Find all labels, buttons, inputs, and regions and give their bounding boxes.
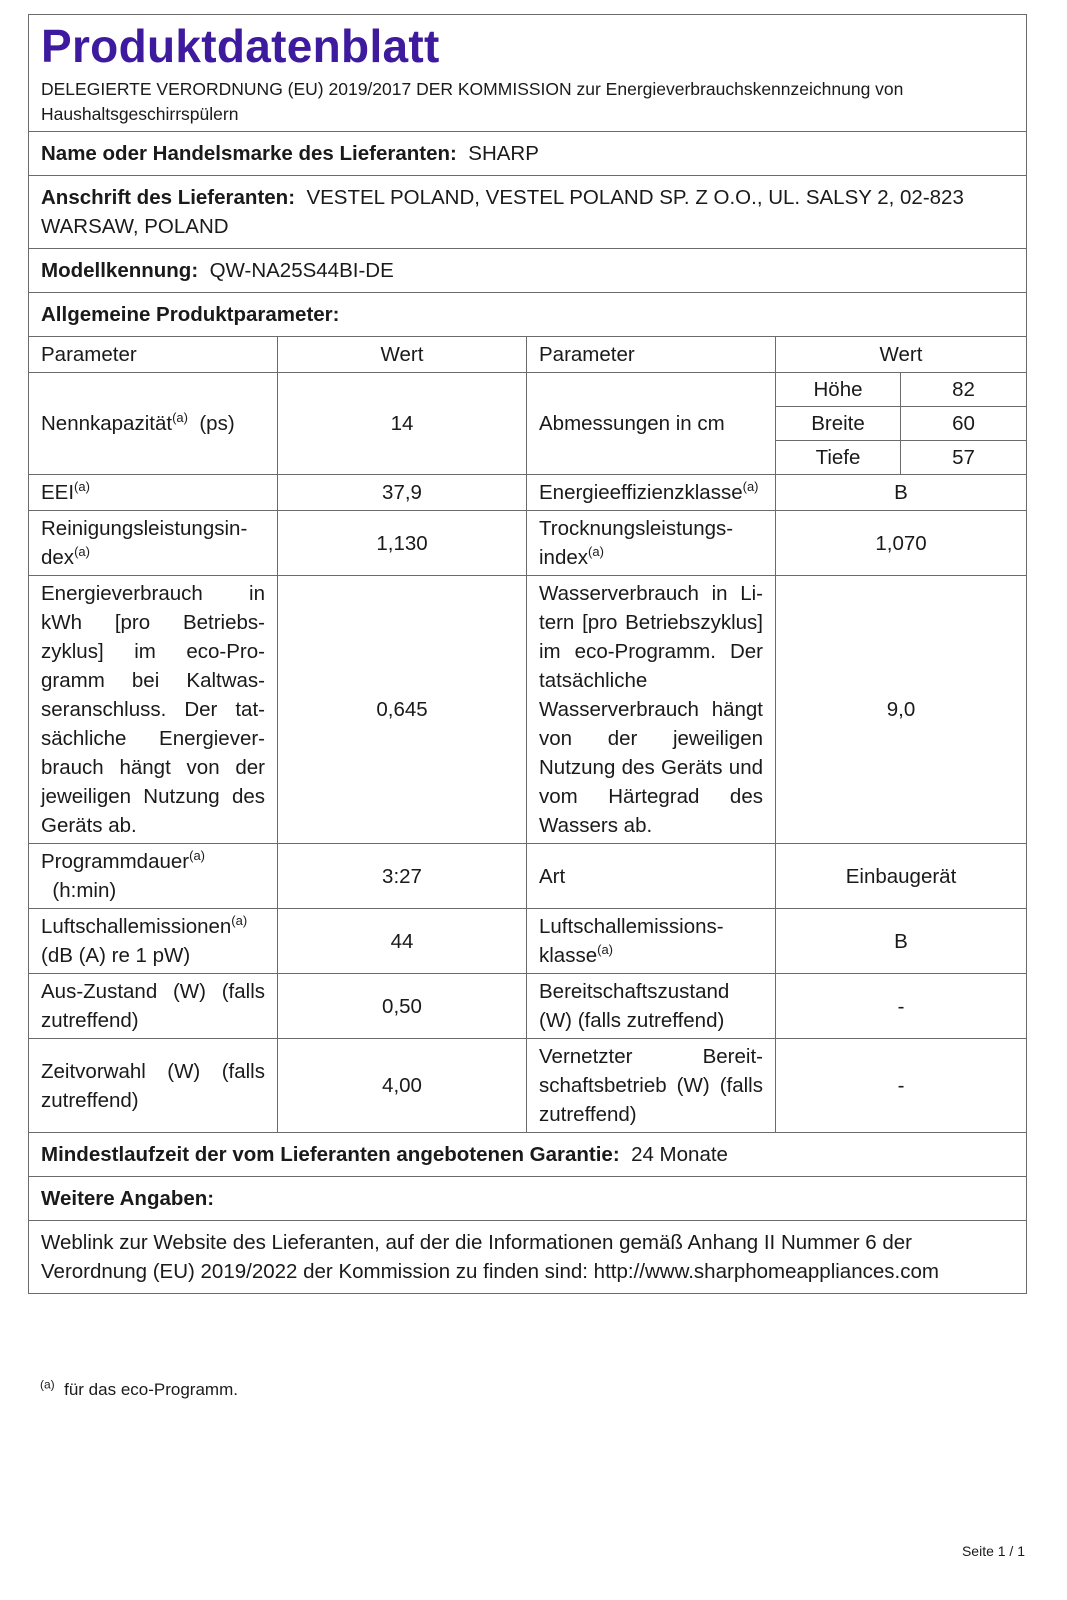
model-row [29, 249, 1027, 293]
delay-start-label: Zeitvorwahl (W) (falls zutreffend) [29, 1039, 278, 1133]
weblink-row [29, 1221, 1027, 1294]
cleaning-index-label: Reinigungsleistungsindex$^{(a)}$ [29, 511, 278, 576]
table-row [29, 1039, 1027, 1133]
supplier-address-label: Anschrift des Lieferanten: [41, 186, 296, 209]
table-row [29, 511, 1027, 576]
water-consumption-label: Wasserverbrauch in Litern [pro Betriebszyklus] im eco-Programm. Der tatsächliche Wasserverbrauch hängt von der jeweiligen Nutzung des Geräts und vom Härtegrad des Wassers ab. [527, 576, 776, 844]
supplier-name-label: Name oder Handelsmarke des Lieferanten: [41, 142, 457, 165]
table-row [29, 974, 1027, 1039]
noise-class-value: B [776, 909, 1027, 974]
eei-label: EEI$^{(a)}$ [29, 475, 278, 511]
product-data-sheet-table [28, 14, 1027, 1294]
additional-info-cell [29, 1177, 1027, 1221]
additional-info-label: Weitere Angaben: [41, 1187, 215, 1210]
width-value: 60 [901, 407, 1027, 441]
footnote-text: für das eco-Programm. [64, 1380, 238, 1399]
additional-info-row [29, 1177, 1027, 1221]
warranty-label: Mindestlaufzeit der vom Lieferanten angebotenen Garantie: [41, 1143, 620, 1166]
warranty-cell [29, 1133, 1027, 1177]
col-header-value-right: Wert [776, 337, 1027, 373]
networked-standby-label: Vernetzter Bereitschaftsbetrieb (W) (falls zutreffend) [527, 1039, 776, 1133]
table-row [29, 909, 1027, 974]
standby-value: - [776, 974, 1027, 1039]
dimensions-label: Abmessungen in cm [527, 373, 776, 475]
header-cell [29, 15, 1027, 132]
table-row [29, 373, 1027, 407]
depth-label: Tiefe [776, 441, 901, 475]
water-consumption-value: 9,0 [776, 576, 1027, 844]
supplier-name-cell [29, 132, 1027, 176]
warranty-row [29, 1133, 1027, 1177]
supplier-address-row [29, 176, 1027, 249]
header-row [29, 15, 1027, 132]
off-mode-value: 0,50 [278, 974, 527, 1039]
table-row [29, 475, 1027, 511]
page-number: Seite 1 / 1 [961, 1543, 1025, 1559]
height-value: 82 [901, 373, 1027, 407]
general-parameters-cell [29, 293, 1027, 337]
model-label: Modellkennung: [41, 259, 199, 282]
col-header-value-left: Wert [278, 337, 527, 373]
type-value: Einbaugerät [776, 844, 1027, 909]
type-label: Art [527, 844, 776, 909]
page-title: Produktdatenblatt [41, 20, 440, 72]
capacity-value: 14 [278, 373, 527, 475]
noise-value: 44 [278, 909, 527, 974]
eei-value: 37,9 [278, 475, 527, 511]
general-parameters-label: Allgemeine Produktparameter: [41, 303, 340, 326]
table-row [29, 576, 1027, 844]
program-duration-label: Programmdauer$^{(a)}$ (h:min) [29, 844, 278, 909]
regulation-text: DELEGIERTE VERORDNUNG (EU) 2019/2017 DER KOMMISSION zur Energieverbrauchskennzeichnung von Haushaltsgeschirrspülern [41, 79, 904, 124]
width-label: Breite [776, 407, 901, 441]
drying-index-value: 1,070 [776, 511, 1027, 576]
networked-standby-value: - [776, 1039, 1027, 1133]
delay-start-value: 4,00 [278, 1039, 527, 1133]
height-label: Höhe [776, 373, 901, 407]
drying-index-label: Trocknungsleistungsindex$^{(a)}$ [527, 511, 776, 576]
table-row [29, 844, 1027, 909]
energy-class-label: Energieeffizienzklasse$^{(a)}$ [527, 475, 776, 511]
warranty-value: 24 Monate [631, 1143, 728, 1166]
general-parameters-row [29, 293, 1027, 337]
weblink-text: Weblink zur Website des Lieferanten, auf der die Informationen gemäß Anhang II Nummer 6 der Verordnung (EU) 2019/2022 der Kommission zu finden sind: http://www.sharphomeappliances.com [29, 1221, 1027, 1294]
col-header-parameter-right: Parameter [527, 337, 776, 373]
cleaning-index-value: 1,130 [278, 511, 527, 576]
noise-label: Luftschallemissionen$^{(a)}$ (dB (A) re 1 pW) [29, 909, 278, 974]
standby-label: Bereitschaftszustand (W) (falls zutreffend) [527, 974, 776, 1039]
supplier-name-row [29, 132, 1027, 176]
energy-consumption-value: 0,645 [278, 576, 527, 844]
footnote [40, 1378, 238, 1402]
program-duration-value: 3:27 [278, 844, 527, 909]
noise-class-label: Luftschallemissionsklasse$^{(a)}$ [527, 909, 776, 974]
off-mode-label: Aus-Zustand (W) (falls zutreffend) [29, 974, 278, 1039]
supplier-name-value: SHARP [468, 142, 539, 165]
column-header-row [29, 337, 1027, 373]
depth-value: 57 [901, 441, 1027, 475]
capacity-label: Nennkapazität$^{(a)}$ (ps) [29, 373, 278, 475]
energy-consumption-label: Energieverbrauch in kWh [pro Betriebszyklus] im eco-Programm bei Kaltwasseranschluss. Der tatsächliche Energieverbrauch hängt von der jeweiligen Nutzung des Geräts ab. [29, 576, 278, 844]
model-cell [29, 249, 1027, 293]
supplier-address-value: VESTEL POLAND, VESTEL POLAND SP. Z O.O., UL. SALSY 2, 02-823 WARSAW, POLAND [41, 186, 964, 238]
col-header-parameter-left: Parameter [29, 337, 278, 373]
supplier-address-cell [29, 176, 1027, 249]
footnote-marker: (a) [40, 1377, 55, 1392]
model-value: QW-NA25S44BI-DE [209, 259, 394, 282]
energy-class-value: B [776, 475, 1027, 511]
